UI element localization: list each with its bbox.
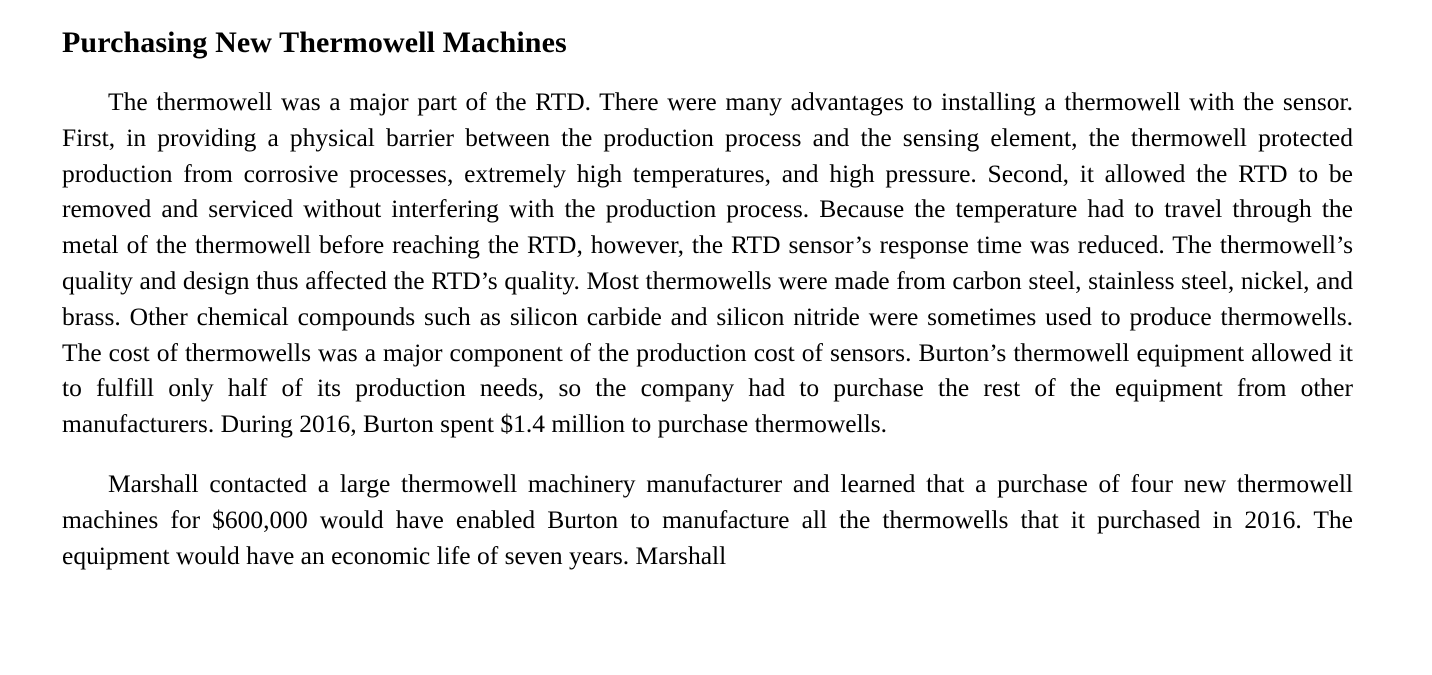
document-body — [62, 24, 1353, 573]
paragraph-marshall-purchase: Marshall contacted a large thermowell machinery manufacturer and learned that a purchase of four new thermowell machines for $600,000 would have enabled Burton to manufacture all the thermowells that it purchased in 2016. The equipment would have an economic life of seven years. Marshall — [62, 468, 1353, 570]
paragraph-thermowell-overview: The thermowell was a major part of the RTD. There were many advantages to installing a thermowell with the sensor. First, in providing a physical barrier between the production process and the sensing element, the thermowell protected production from corrosive processes, extremely high temperatures, and high pressure. Second, it allowed the RTD to be removed and serviced without interfering with the production process. Because the temperature had to travel through the metal of the thermowell before reaching the RTD, however, the RTD sensor’s response time was reduced. The thermowell’s quality and design thus affected the RTD’s quality. Most thermowells were made from carbon steel, stainless steel, nickel, and brass. Other chemical compounds such as silicon carbide and silicon nitride were sometimes used to produce thermowells. The cost of thermowells was a major component of the production cost of sensors. Burton’s thermowell equipment allowed it to fulfill only half of its production needs, so the company had to purchase the rest of the equipment from other manufacturers. During 2016, Burton spent $1.4 million to purchase thermowells. — [62, 87, 1353, 439]
page-title: Purchasing New Thermowell Machines — [62, 26, 567, 59]
